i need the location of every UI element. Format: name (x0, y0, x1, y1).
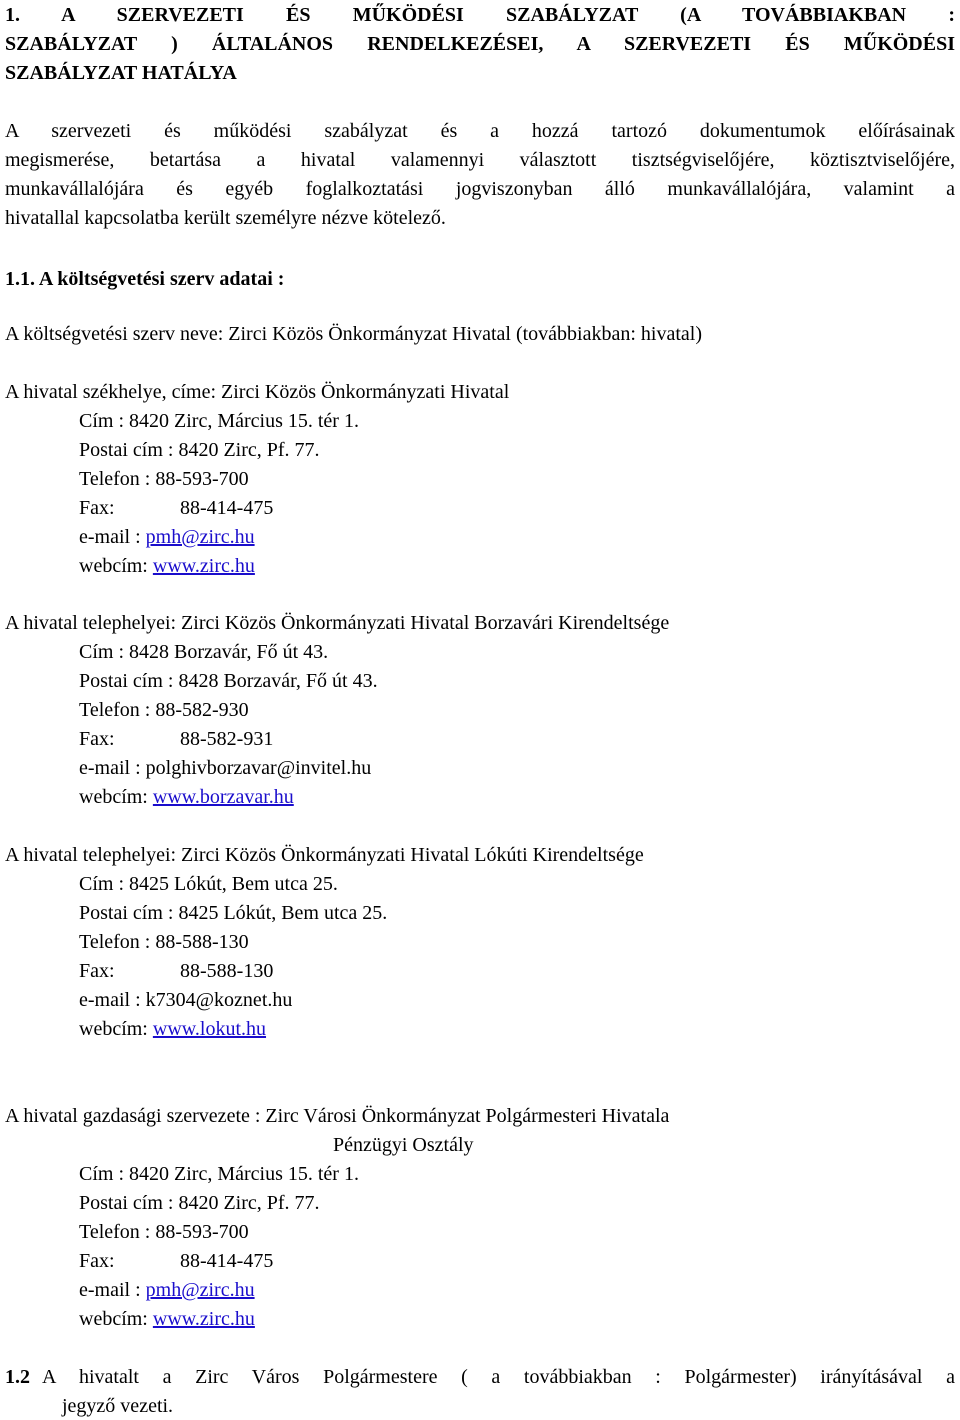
seat-address: Cím : 8420 Zirc, Március 15. tér 1. (79, 410, 359, 432)
lokut-postal: Postai cím : 8425 Lókút, Bem utca 25. (79, 902, 388, 924)
borzavar-postal: Postai cím : 8428 Borzavár, Fő út 43. (79, 670, 378, 692)
lokut-title: A hivatal telephelyei: Zirci Közös Önkormányzati Hivatal Lókúti Kirendeltsége (5, 844, 644, 866)
lokut-web-link[interactable]: www.lokut.hu (152, 1018, 267, 1040)
borzavar-web (79, 784, 294, 810)
seat-fax-label: Fax: (79, 497, 115, 519)
lokut-fax-value: 88-588-130 (180, 960, 274, 982)
finance-address: Cím : 8420 Zirc, Március 15. tér 1. (79, 1163, 359, 1185)
intro-line-3: munkavállalójára és egyéb foglalkoztatási jogviszonyban álló munkavállalójára, valamint a (5, 178, 955, 200)
finance-web-link[interactable]: www.zirc.hu (152, 1308, 255, 1330)
section-1-2-text: A hivatalt a Zirc Város Polgármestere ( a továbbiakban : Polgármester) irányításával a (42, 1366, 955, 1388)
intro-line-4: hivatallal kapcsolatba került személyre nézve kötelező. (5, 207, 446, 229)
seat-title: A hivatal székhelye, címe: Zirci Közös Önkormányzati Hivatal (5, 381, 510, 403)
section-1-2-line-2: jegyző vezeti. (62, 1395, 174, 1417)
heading-line-1: 1. A SZERVEZETI ÉS MŰKÖDÉSI SZABÁLYZAT (A TOVÁBBIAKBAN : (5, 4, 955, 26)
seat-fax (79, 495, 273, 521)
lokut-fax (79, 958, 273, 984)
finance-postal: Postai cím : 8420 Zirc, Pf. 77. (79, 1192, 320, 1214)
seat-web (79, 553, 255, 579)
finance-email-link[interactable]: pmh@zirc.hu (145, 1279, 255, 1301)
intro-line-2: megismerése, betartása a hivatal valamennyi választott tisztségviselőjére, köztisztviselőjére, (5, 149, 955, 171)
borzavar-web-label: webcím: (79, 786, 153, 808)
borzavar-phone: Telefon : 88-582-930 (79, 699, 249, 721)
seat-web-link[interactable]: www.zirc.hu (152, 555, 255, 577)
section-1-1-heading: 1.1. A költségvetési szerv adatai : (5, 268, 285, 290)
finance-web (79, 1306, 255, 1332)
finance-fax-value: 88-414-475 (180, 1250, 274, 1272)
seat-email (79, 524, 255, 550)
section-1-2-number: 1.2 (5, 1366, 30, 1388)
finance-title: A hivatal gazdasági szervezete : Zirc Városi Önkormányzat Polgármesteri Hivatala (5, 1105, 670, 1127)
lokut-web-label: webcím: (79, 1018, 153, 1040)
finance-fax (79, 1248, 273, 1274)
borzavar-fax-label: Fax: (79, 728, 115, 750)
seat-web-label: webcím: (79, 555, 153, 577)
lokut-address: Cím : 8425 Lókút, Bem utca 25. (79, 873, 338, 895)
lokut-email: e-mail : k7304@koznet.hu (79, 989, 293, 1011)
lokut-phone: Telefon : 88-588-130 (79, 931, 249, 953)
organization-name: A költségvetési szerv neve: Zirci Közös Önkormányzat Hivatal (továbbiakban: hivatal) (5, 323, 703, 345)
finance-phone: Telefon : 88-593-700 (79, 1221, 249, 1243)
seat-phone: Telefon : 88-593-700 (79, 468, 249, 490)
borzavar-fax-value: 88-582-931 (180, 728, 274, 750)
seat-fax-value: 88-414-475 (180, 497, 274, 519)
seat-email-link[interactable]: pmh@zirc.hu (145, 526, 255, 548)
finance-title-2: Pénzügyi Osztály (333, 1134, 474, 1156)
borzavar-title: A hivatal telephelyei: Zirci Közös Önkormányzati Hivatal Borzavári Kirendeltsége (5, 612, 670, 634)
borzavar-fax (79, 726, 273, 752)
heading-line-2: SZABÁLYZAT ) ÁLTALÁNOS RENDELKEZÉSEI, A SZERVEZETI ÉS MŰKÖDÉSI (5, 33, 955, 55)
lokut-fax-label: Fax: (79, 960, 115, 982)
seat-email-label: e-mail : (79, 526, 146, 548)
finance-email (79, 1277, 255, 1303)
seat-postal: Postai cím : 8420 Zirc, Pf. 77. (79, 439, 320, 461)
finance-fax-label: Fax: (79, 1250, 115, 1272)
borzavar-address: Cím : 8428 Borzavár, Fő út 43. (79, 641, 329, 663)
finance-web-label: webcím: (79, 1308, 153, 1330)
borzavar-email: e-mail : polghivborzavar@invitel.hu (79, 757, 372, 779)
intro-line-1: A szervezeti és működési szabályzat és a hozzá tartozó dokumentumok előírásainak (5, 120, 955, 142)
section-1-2-line-1 (5, 1364, 955, 1390)
heading-line-3: SZABÁLYZAT HATÁLYA (5, 62, 237, 84)
finance-email-label: e-mail : (79, 1279, 146, 1301)
borzavar-web-link[interactable]: www.borzavar.hu (152, 786, 294, 808)
lokut-web (79, 1016, 266, 1042)
